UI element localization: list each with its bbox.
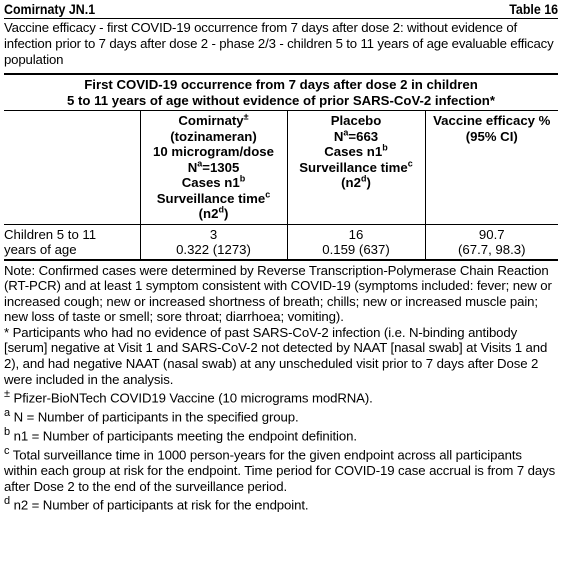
column-header-efficacy: Vaccine efficacy % (95% CI)	[425, 111, 558, 225]
comirnaty-value-cell: 3 0.322 (1273)	[140, 224, 287, 259]
table-number: Table 16	[509, 2, 558, 17]
footnote-a: $^a$ N = Number of participants in the specified group.	[4, 407, 299, 425]
efficacy-table	[4, 75, 558, 259]
column-header-placebo: Placebo $N^a=663$ Cases n1$^b$ Surveillance time$^c$ (n2$^d$)	[287, 111, 425, 225]
empty-header-cell	[4, 111, 140, 225]
column-header-row	[4, 111, 558, 225]
footnote-plusminus: ± Pfizer-BioNTech COVID19 Vaccine (10 micrograms modRNA).	[4, 388, 373, 406]
table-caption: Vaccine efficacy - first COVID-19 occurrence from 7 days after dose 2: without evidence of infection prior to 7 days after dose 2 - phase 2/3 - children 5 to 11 years of age evaluable efficacy population	[4, 20, 554, 67]
efficacy-value-cell: 90.7 (67.7, 98.3)	[425, 224, 558, 259]
span-header-line-2: 5 to 11 years of age without evidence of prior SARS-CoV-2 infection*	[67, 92, 495, 108]
footnote-note: Note: Confirmed cases were determined by Reverse Transcription-Polymerase Chain Reaction (RT-PCR) and at least 1 symptom consistent with COVID-19 (symptoms included: fever; new or increased cough; new or increased shortness of breath; chills; new or increased muscle pain; new loss of taste or smell; sore throat; diarrhoea; vomiting).	[4, 262, 552, 325]
row-label-cell: Children 5 to 11 years of age	[4, 224, 140, 259]
span-header-line-1: First COVID-19 occurrence from 7 days after dose 2 in children	[84, 77, 478, 92]
footnote-b: $^b$ n1 = Number of participants meeting the endpoint definition.	[4, 426, 357, 444]
placebo-value-cell: 16 0.159 (637)	[287, 224, 425, 259]
footnote-c: $^c$ Total surveillance time in 1000 person-years for the given endpoint across all participants within each group at risk for the endpoint. Time period for COVID-19 case accrual is from 7 days after Dose 2 to the end of the surveillance period.	[4, 445, 556, 494]
table-row	[4, 224, 558, 259]
footnote-d: $^d$ n2 = Number of participants at risk for the endpoint.	[4, 495, 309, 513]
table-footnotes	[4, 263, 558, 514]
footnote-star: * Participants who had no evidence of past SARS-CoV-2 infection (i.e. N-binding antibody [serum] negative at Visit 1 and SARS-CoV-2 not detected by NAAT [nasal swab] at Visits 1 and 2), and had negative NAAT (nasal swab) at any unscheduled visit prior to 7 days after Dose 2 were included in the analysis.	[4, 324, 548, 387]
table-span-header	[4, 75, 558, 111]
product-title: Comirnaty JN.1	[4, 2, 96, 17]
table-bottom-rule	[4, 259, 558, 261]
table-header-bar	[4, 0, 558, 19]
column-header-comirnaty: Comirnaty± (tozinameran) 10 microgram/dose $N^a=1305$ Cases n1$^b$ Surveillance time$^c$ (n2$^d$)	[140, 111, 287, 225]
